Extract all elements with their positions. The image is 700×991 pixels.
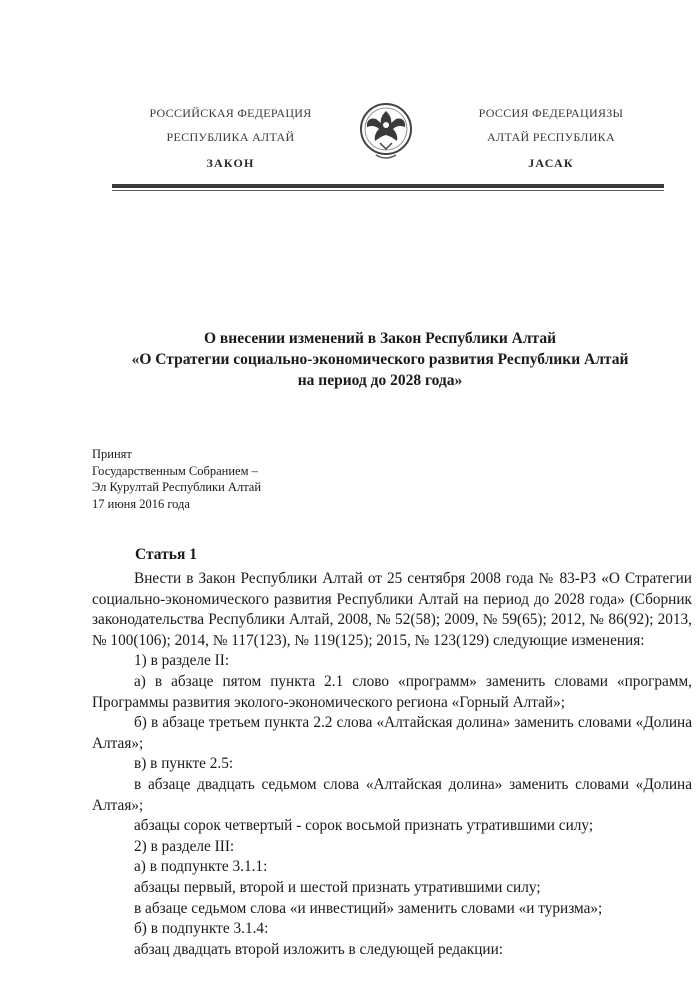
paragraph: а) в подпункте 3.1.1: bbox=[134, 858, 268, 876]
paragraph: а) в абзаце пятом пункта 2.1 слово «программ» заменить словами «программ, Программы развития эколого-экономического региона «Горный Алтай»; bbox=[92, 672, 692, 711]
paragraph: Внести в Закон Республики Алтай от 25 сентября 2008 года № 83-РЗ «О Стратегии социально-экономического развития Республики Алтай на период до 2028 года» (Сборник законодательства Республики Алтай, 2008, № 52(58); 2009, № 59(65); 2012, № 86(92); 2013, № 100(106); 2014, № 117(123), № 119(125); 2015, № 123(129) следующие изменения: bbox=[92, 570, 692, 649]
header-rule-thick bbox=[112, 184, 664, 188]
header-country-alt: РОССИЯ ФЕДЕРАЦИЯЗЫ bbox=[478, 106, 624, 120]
adoption-block bbox=[92, 446, 261, 512]
coat-of-arms-icon bbox=[358, 99, 414, 163]
paragraph: б) в абзаце третьем пункта 2.2 слова «Алтайская долина» заменить словами «Долина Алтая»; bbox=[92, 714, 692, 752]
paragraph: б) в подпункте 3.1.4: bbox=[134, 920, 269, 938]
header-republic-alt: АЛТАЙ РЕСПУБЛИКА bbox=[487, 130, 615, 144]
paragraph: 2) в разделе III: bbox=[134, 837, 235, 855]
paragraph: в абзаце седьмом слова «и инвестиций» заменить словами «и туризма»; bbox=[134, 899, 603, 917]
paragraph: абзац двадцать второй изложить в следующей редакции: bbox=[134, 940, 504, 958]
document-title bbox=[70, 328, 690, 391]
header-country-ru: РОССИЙСКАЯ ФЕДЕРАЦИЯ bbox=[149, 106, 312, 120]
adopted-line-1: Принят bbox=[92, 447, 132, 461]
header-law-ru: ЗАКОН bbox=[206, 156, 255, 170]
header-right bbox=[452, 101, 650, 175]
paragraph: 1) в разделе II: bbox=[134, 652, 230, 670]
paragraph: абзацы первый, второй и шестой признать утратившими силу; bbox=[134, 878, 541, 896]
paragraph: абзацы сорок четвертый - сорок восьмой признать утратившими силу; bbox=[134, 817, 594, 835]
header-republic-ru: РЕСПУБЛИКА АЛТАЙ bbox=[166, 130, 295, 144]
adopted-line-2: Государственным Собранием – bbox=[92, 463, 258, 478]
title-line-3: на период до 2028 года» bbox=[297, 372, 463, 389]
header-rule-thin bbox=[112, 190, 664, 191]
paragraph: в абзаце двадцать седьмом слова «Алтайская долина» заменить словами «Долина Алтая»; bbox=[92, 775, 692, 814]
title-line-2: «О Стратегии социально-экономического развития Республики Алтай bbox=[131, 351, 629, 368]
adopted-line-3: Эл Курултай Республики Алтай bbox=[92, 480, 262, 494]
header-law-alt: ЈАСАК bbox=[528, 156, 574, 170]
header-left bbox=[128, 101, 333, 175]
adopted-date: 17 июня 2016 года bbox=[92, 496, 190, 511]
title-line-1: О внесении изменений в Закон Республики Алтай bbox=[203, 330, 557, 347]
article-heading: Статья 1 bbox=[135, 546, 197, 563]
article-body bbox=[92, 569, 692, 960]
paragraph: в) в пункте 2.5: bbox=[134, 755, 234, 773]
